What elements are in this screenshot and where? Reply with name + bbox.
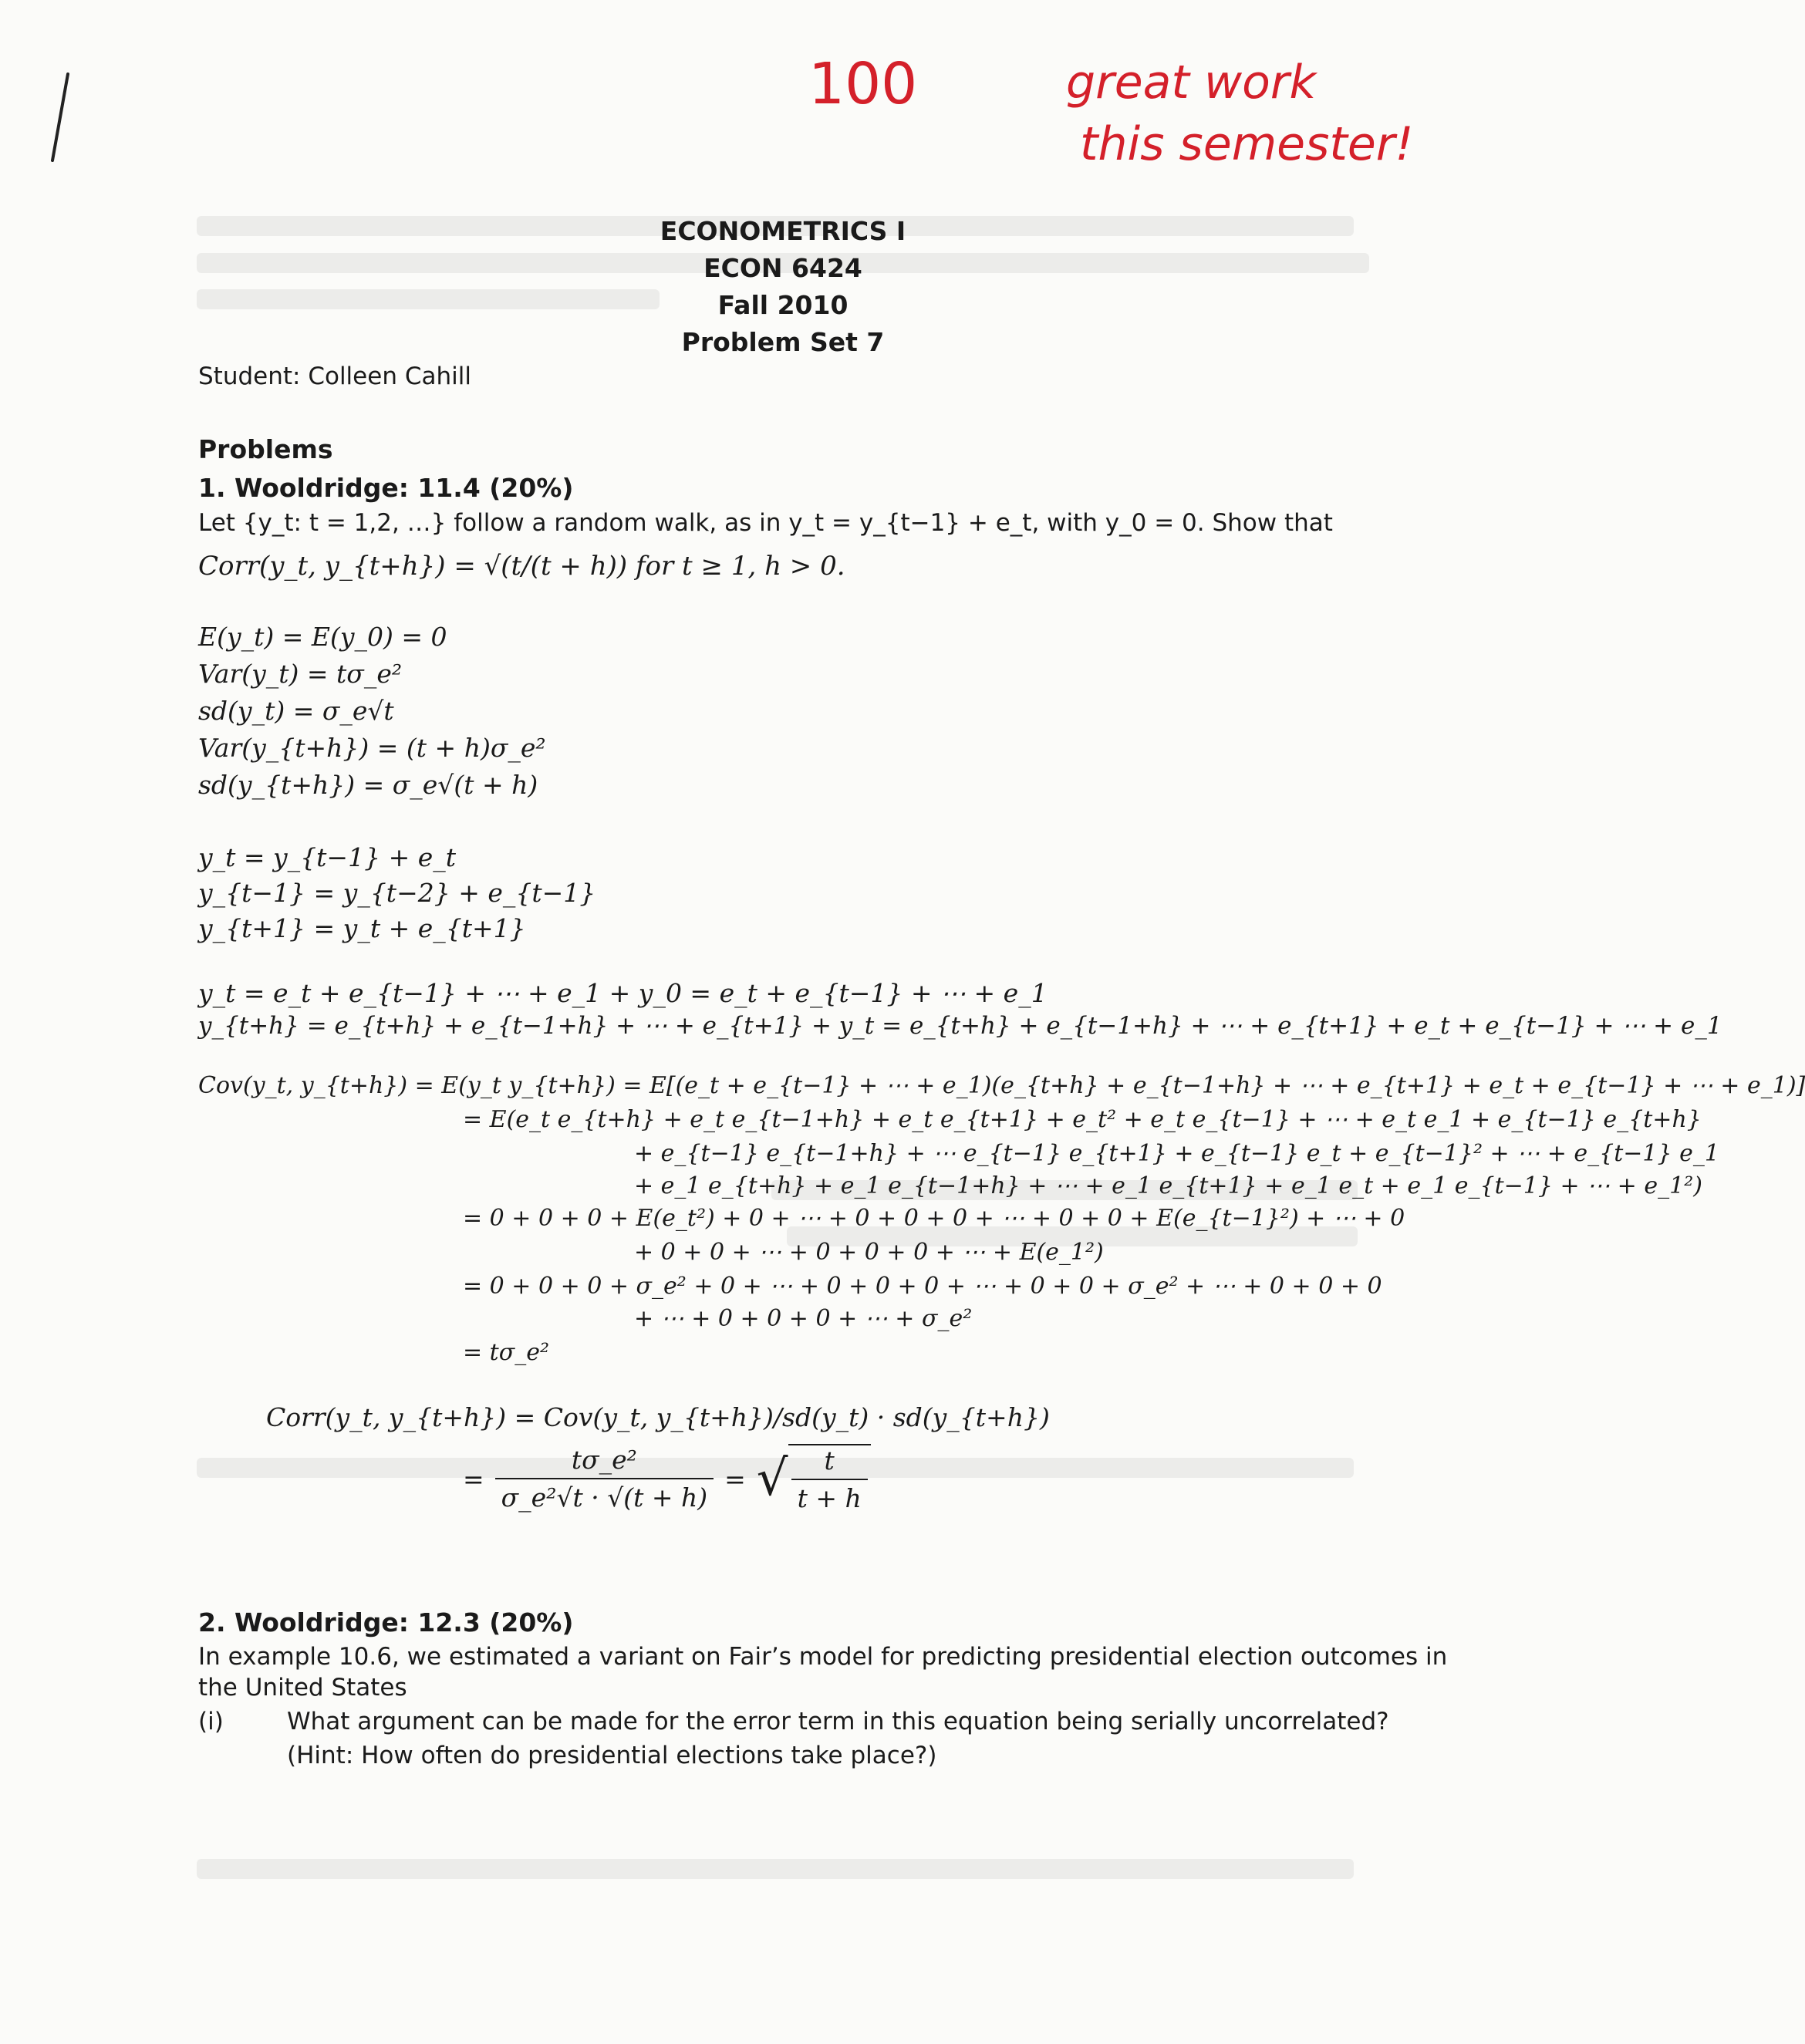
covariance-line-4: + e_1 e_{t+h} + e_1 e_{t−1+h} + ⋯ + e_1 e_{t+1} + e_1 e_t + e_1 e_{t−1} + ⋯ + e_1²) — [634, 1172, 1702, 1199]
fraction-1-denominator: σ_e²√t · √(t + h) — [501, 1482, 708, 1513]
covariance-line-9: = tσ_e² — [463, 1339, 549, 1366]
covariance-line-7: = 0 + 0 + 0 + σ_e² + 0 + ⋯ + 0 + 0 + 0 + ⋯ + 0 + 0 + σ_e² + ⋯ + 0 + 0 + 0 — [463, 1273, 1382, 1300]
covariance-line-2: = E(e_t e_{t+h} + e_t e_{t−1+h} + e_t e_{t+1} + e_t² + e_t e_{t−1} + ⋯ + e_t e_1 + e_{t−1} e_{t+h} — [463, 1106, 1702, 1133]
covariance-line-8: + ⋯ + 0 + 0 + 0 + ⋯ + σ_e² — [634, 1305, 973, 1332]
fraction-2-denominator: t + h — [797, 1483, 862, 1513]
correlation-result — [463, 1444, 871, 1513]
problem-2-item-line1: What argument can be made for the error term in this equation being serially uncorrelated? — [287, 1708, 1389, 1735]
problem-1-title: 1. Wooldridge: 11.4 (20%) — [198, 473, 574, 503]
correlation-definition: Corr(y_t, y_{t+h}) = Cov(y_t, y_{t+h})/sd(y_t) · sd(y_{t+h}) — [266, 1402, 1050, 1432]
course-term: Fall 2010 — [717, 290, 849, 320]
course-code: ECON 6424 — [703, 253, 862, 283]
expansion-line-1: y_t = e_t + e_{t−1} + ⋯ + e_1 + y_0 = e_t + e_{t−1} + ⋯ + e_1 — [198, 978, 1048, 1008]
recursion-line-3: y_{t+1} = y_t + e_{t+1} — [198, 913, 526, 943]
covariance-line-6: + 0 + 0 + ⋯ + 0 + 0 + 0 + ⋯ + E(e_1²) — [634, 1239, 1104, 1266]
expansion-line-2: y_{t+h} = e_{t+h} + e_{t−1+h} + ⋯ + e_{t+1} + y_t = e_{t+h} + e_{t−1+h} + ⋯ + e_{t+1} + e_t + e_{t−1} + ⋯ + e_1 — [198, 1012, 1722, 1040]
problem-2-item-label: (i) — [198, 1708, 224, 1735]
problem-2-item-line2: (Hint: How often do presidential elections take place?) — [287, 1742, 937, 1769]
fraction-2 — [788, 1444, 871, 1513]
moment-variance-t-plus-h: Var(y_{t+h}) = (t + h)σ_e² — [198, 733, 546, 763]
moment-variance: Var(y_t) = tσ_e² — [198, 659, 403, 689]
comment-annotation-line2: this semester! — [1080, 117, 1414, 171]
covariance-line-1: Cov(y_t, y_{t+h}) = E(y_t y_{t+h}) = E[(e_t + e_{t−1} + ⋯ + e_1)(e_{t+h} + e_{t−1+h} + ⋯ + e_{t+1} + e_t + e_{t−1} + ⋯ + e_1)] — [198, 1072, 1805, 1099]
moment-expectation: E(y_t) = E(y_0) = 0 — [198, 622, 447, 652]
problems-heading: Problems — [198, 434, 333, 464]
problem-1-statement-line1: Let {y_t: t = 1,2, …} follow a random walk, as in y_t = y_{t−1} + e_t, with y_0 = 0. Show that — [198, 509, 1333, 537]
covariance-line-3: + e_{t−1} e_{t−1+h} + ⋯ e_{t−1} e_{t+1} + e_{t−1} e_t + e_{t−1}² + ⋯ + e_{t−1} e_1 — [634, 1140, 1719, 1167]
equals-sign-1: = — [463, 1463, 484, 1494]
recursion-line-1: y_t = y_{t−1} + e_t — [198, 842, 456, 872]
margin-tick-mark — [48, 71, 71, 164]
course-title: ECONOMETRICS I — [660, 216, 906, 246]
score-annotation: 100 — [808, 51, 918, 117]
fraction-1-numerator: tσ_e² — [495, 1445, 714, 1479]
recursion-line-2: y_{t−1} = y_{t−2} + e_{t−1} — [198, 878, 596, 908]
student-name: Student: Colleen Cahill — [198, 363, 471, 390]
problem-set-title: Problem Set 7 — [681, 327, 885, 357]
covariance-line-5: = 0 + 0 + 0 + E(e_t²) + 0 + ⋯ + 0 + 0 + 0 + ⋯ + 0 + 0 + E(e_{t−1}²) + ⋯ + 0 — [463, 1205, 1405, 1232]
moment-sd-t-plus-h: sd(y_{t+h}) = σ_e√(t + h) — [198, 770, 538, 800]
problem-1-statement-line2: Corr(y_t, y_{t+h}) = √(t/(t + h)) for t ≥ 1, h > 0. — [198, 551, 845, 582]
fraction-2-numerator: t — [791, 1445, 868, 1480]
radical-sign: √ — [756, 1450, 788, 1507]
moment-sd: sd(y_t) = σ_e√t — [198, 696, 394, 726]
equals-sign-2: = — [724, 1463, 746, 1494]
problem-2-intro-line1: In example 10.6, we estimated a variant on Fair’s model for predicting presidential election outcomes in — [198, 1643, 1448, 1671]
comment-annotation-line1: great work — [1066, 56, 1317, 110]
fraction-1 — [495, 1445, 714, 1513]
problem-2-intro-line2: the United States — [198, 1674, 407, 1702]
problem-2-title: 2. Wooldridge: 12.3 (20%) — [198, 1607, 574, 1638]
